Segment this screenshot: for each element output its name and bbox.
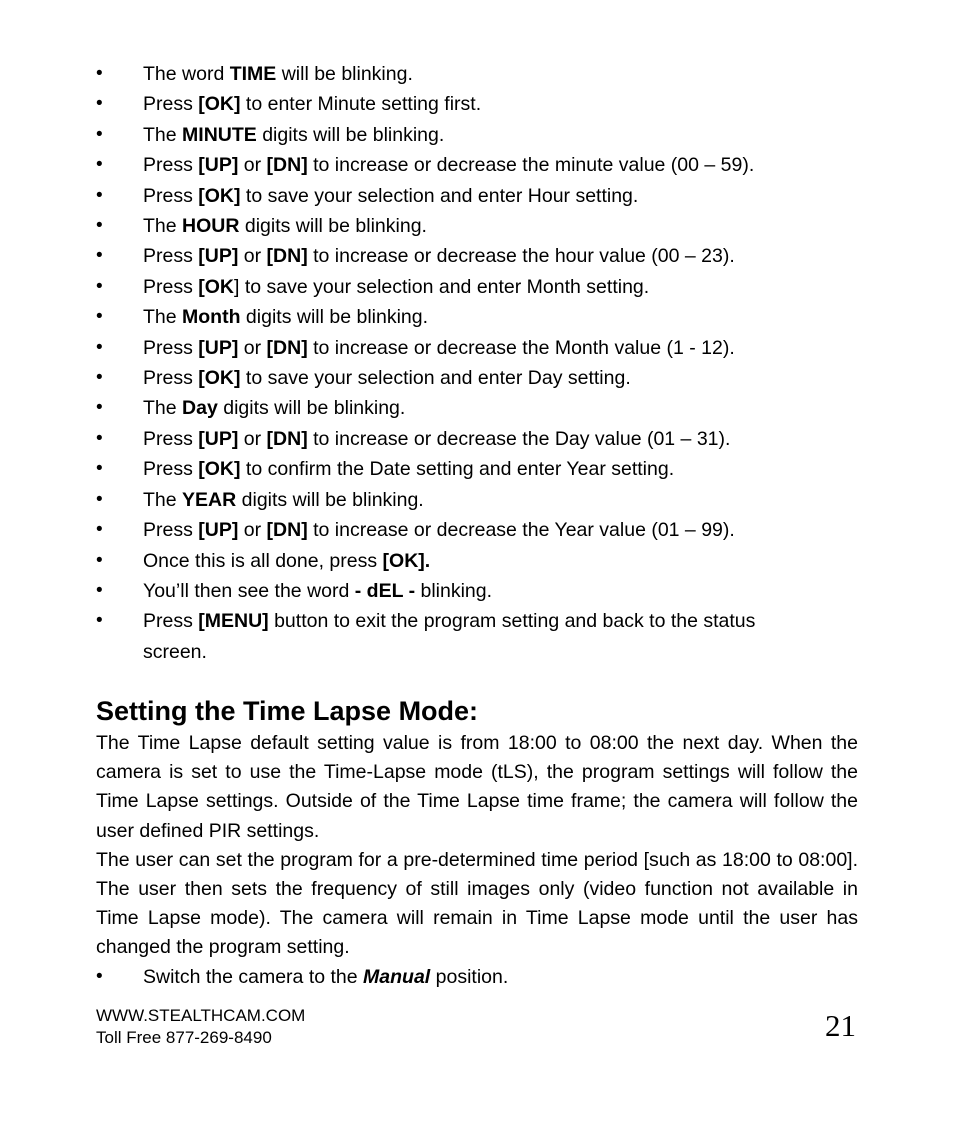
step-text: to save your selection and enter Day setting. — [240, 367, 631, 390]
step-text: to save your selection and enter Hour setting. — [240, 184, 639, 207]
step-text: button to exit the program setting and back to the status — [268, 610, 756, 633]
step-keyword: [OK]. — [382, 549, 431, 572]
step-text: Press — [143, 336, 199, 359]
step-text: digits will be blinking. — [217, 397, 406, 420]
bullet-icon: • — [96, 184, 103, 206]
step-keyword: [UP] — [198, 245, 239, 268]
section-title: Setting the Time Lapse Mode: — [96, 696, 479, 726]
bullet-icon: • — [96, 549, 103, 571]
bullet-icon: • — [96, 336, 103, 358]
bullet-icon: • — [96, 63, 103, 84]
step-keyword: HOUR — [182, 215, 240, 238]
step-text: The — [143, 215, 183, 238]
bullet-icon: • — [96, 397, 103, 419]
step-text: Press — [143, 184, 199, 207]
step-text: The — [143, 306, 183, 329]
step-text: The — [143, 397, 183, 420]
bullet-icon: • — [96, 367, 103, 389]
section-body — [96, 729, 858, 963]
bullet-icon: • — [96, 275, 103, 297]
bullet-icon: • — [96, 519, 103, 541]
step-keyword: Month — [182, 306, 241, 329]
step-keyword: Day — [182, 397, 218, 420]
step-text: to increase or decrease the Day value (01 – 31). — [307, 427, 731, 450]
list-item — [0, 120, 843, 150]
step-text: Press — [143, 610, 199, 633]
bullet-icon: • — [96, 306, 103, 328]
step-keyword: [DN] — [266, 245, 308, 268]
bullet-icon: • — [96, 488, 103, 510]
section-paragraph-2: The user can set the program for a pre-determined time period [such as 18:00 to 08:00]. The user then sets the frequency of still images only (video function not available in Time Lapse mode). The camera will remain in Time Lapse mode until the user has changed the program setting. — [96, 848, 858, 959]
step-text: to increase or decrease the minute value (00 – 59). — [307, 154, 755, 177]
step-text: digits will be blinking. — [236, 488, 424, 511]
step-text: ] to save your selection and enter Month setting. — [234, 275, 650, 298]
list-item — [0, 211, 843, 241]
list-item — [0, 606, 843, 667]
step-text: digits will be blinking. — [256, 123, 445, 146]
page-number: 21 — [825, 1008, 856, 1043]
step-text: to confirm the Date setting and enter Year setting. — [240, 458, 675, 481]
step-text: Press — [143, 367, 199, 390]
list-item — [0, 241, 843, 271]
list-item — [0, 393, 843, 423]
step-text: The word — [143, 63, 230, 85]
list-item — [0, 272, 843, 302]
list-item — [0, 454, 843, 484]
step-keyword: [OK] — [198, 367, 241, 390]
step-text: You’ll then see the word — [143, 579, 355, 602]
step-text: position. — [430, 966, 509, 988]
bullet-icon: • — [96, 458, 103, 480]
step-keyword: [UP] — [198, 336, 239, 359]
step-keyword: [UP] — [198, 427, 239, 450]
step-keyword: [DN] — [266, 427, 308, 450]
step-text: Press — [143, 93, 199, 116]
step-text: Once this is all done, press — [143, 549, 383, 572]
step-text: digits will be blinking. — [240, 306, 429, 329]
step-text: The — [143, 123, 183, 146]
step-keyword: [DN] — [266, 336, 308, 359]
step-keyword: [OK] — [198, 93, 241, 116]
list-item — [0, 962, 843, 992]
step-text: digits will be blinking. — [239, 215, 427, 238]
step-keyword: [MENU] — [198, 610, 269, 633]
list-item — [0, 59, 843, 89]
step-text: Press — [143, 275, 199, 298]
list-item — [0, 515, 843, 545]
step-keyword: [DN] — [266, 519, 308, 542]
step-text: Switch the camera to the — [143, 966, 364, 988]
list-item — [0, 424, 843, 454]
bullet-icon: • — [96, 123, 103, 145]
list-item — [0, 576, 843, 606]
step-keyword: TIME — [229, 63, 277, 85]
step-text: to increase or decrease the hour value (00 – 23). — [307, 245, 735, 268]
step-text: screen. — [143, 640, 207, 663]
list-item — [0, 89, 843, 119]
step-text: The — [143, 488, 183, 511]
footer-website: WWW.STEALTHCAM.COM — [96, 1006, 306, 1025]
step-text: Press — [143, 458, 199, 481]
step-keyword: [OK — [198, 275, 235, 298]
list-item — [0, 485, 843, 515]
bullet-icon: • — [96, 93, 103, 115]
step-text: Press — [143, 427, 199, 450]
step-keyword: - dEL - — [354, 579, 416, 602]
step-keyword: [DN] — [266, 154, 308, 177]
step-text: or — [238, 519, 267, 542]
steps-list — [0, 59, 843, 667]
step-keyword: MINUTE — [182, 123, 257, 146]
step-text: to enter Minute setting first. — [240, 93, 482, 116]
time-lapse-steps-list — [0, 962, 843, 992]
step-keyword: [UP] — [198, 519, 239, 542]
bullet-icon: • — [96, 154, 103, 176]
step-text: Press — [143, 154, 199, 177]
step-text: blinking. — [415, 579, 493, 602]
list-item — [0, 546, 843, 576]
step-keyword: YEAR — [182, 488, 237, 511]
step-keyword: [UP] — [198, 154, 239, 177]
bullet-icon: • — [96, 215, 103, 237]
step-text: to increase or decrease the Year value (01 – 99). — [307, 519, 735, 542]
list-item — [0, 333, 843, 363]
step-text: Press — [143, 519, 199, 542]
bullet-icon: • — [96, 427, 103, 449]
bullet-icon: • — [96, 245, 103, 267]
step-text: or — [238, 336, 267, 359]
step-keyword: [OK] — [198, 184, 241, 207]
step-keyword: [OK] — [198, 458, 241, 481]
list-item — [0, 363, 843, 393]
step-text: will be blinking. — [276, 63, 413, 85]
step-text: Press — [143, 245, 199, 268]
footer-phone: Toll Free 877-269-8490 — [96, 1028, 272, 1047]
step-text: or — [238, 427, 267, 450]
bullet-icon: • — [96, 966, 103, 987]
section-paragraph-1: The Time Lapse default setting value is from 18:00 to 08:00 the next day. When the camera is set to use the Time-Lapse mode (tLS), the program settings will follow the Time Lapse settings. Outside of the Time Lapse time frame; the camera will follow the user defined PIR settings. — [96, 732, 858, 842]
step-text: or — [238, 154, 267, 177]
step-text: or — [238, 245, 267, 268]
list-item — [0, 181, 843, 211]
bullet-icon: • — [96, 579, 103, 601]
step-emphasis: Manual — [363, 966, 431, 988]
step-text: to increase or decrease the Month value (1 - 12). — [307, 336, 735, 359]
bullet-icon: • — [96, 610, 103, 632]
list-item — [0, 150, 843, 180]
list-item — [0, 302, 843, 332]
